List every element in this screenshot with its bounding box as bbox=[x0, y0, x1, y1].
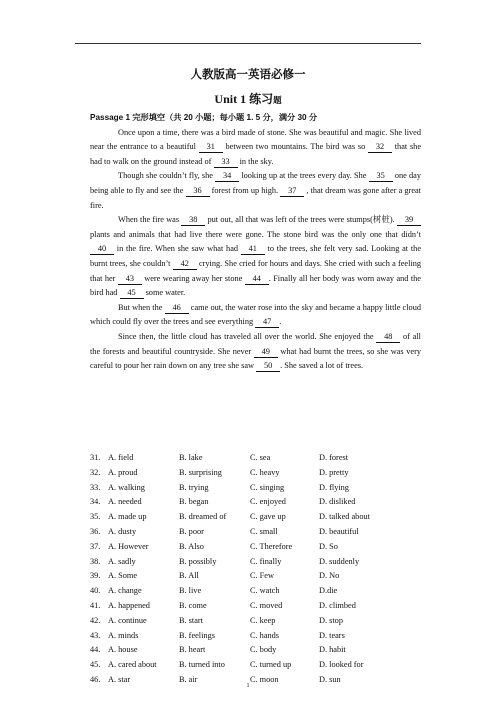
option-d[interactable]: D. talked about bbox=[319, 512, 370, 522]
option-a[interactable]: A. However bbox=[108, 541, 149, 551]
option-a[interactable]: A. sadly bbox=[108, 556, 136, 566]
option-row bbox=[90, 527, 421, 542]
answer-blank[interactable]: 47 bbox=[255, 317, 279, 328]
option-c[interactable]: C. turned up bbox=[250, 660, 292, 670]
option-d[interactable]: D. climbed bbox=[319, 600, 356, 610]
answer-blank[interactable]: 40 bbox=[90, 244, 114, 255]
option-c[interactable]: C. heavy bbox=[250, 467, 280, 477]
passage-text: . She saved a lot of trees. bbox=[280, 361, 364, 371]
question-number: 31. bbox=[90, 453, 101, 462]
unit-title-suffix: 题 bbox=[273, 95, 282, 105]
option-d[interactable]: D. pretty bbox=[319, 467, 349, 477]
question-number: 44. bbox=[90, 645, 101, 655]
question-number: 45. bbox=[90, 660, 101, 670]
option-row bbox=[90, 631, 421, 646]
paragraph bbox=[90, 126, 421, 170]
passage-text: in the fire. When she saw what had bbox=[114, 244, 241, 254]
passage-text: crying. She cried for hours and days. She cried with such a feeling that her bbox=[90, 258, 422, 283]
passage-text: put out, all that was left of the trees were stumps(树桩). bbox=[205, 215, 397, 225]
option-c[interactable]: C. Therefore bbox=[250, 541, 293, 551]
answer-blank[interactable]: 38 bbox=[181, 215, 205, 226]
option-c[interactable]: C. watch bbox=[250, 586, 280, 596]
passage-text: When the fire was bbox=[118, 215, 182, 225]
passage-text: Though she couldn’t fly, she bbox=[118, 171, 216, 181]
answer-blank[interactable]: 37 bbox=[280, 186, 304, 197]
passage-text: Once upon a time, there was a bird made of stone. She was beautiful and magic. She lived near the entrance to a beautiful bbox=[90, 127, 421, 152]
passage-text: . Finally all her body was worn away and the bird had bbox=[90, 273, 421, 298]
option-row bbox=[90, 453, 421, 468]
option-a[interactable]: A. cared about bbox=[108, 660, 157, 670]
unit-title bbox=[0, 90, 496, 107]
option-a[interactable]: A. Some bbox=[108, 571, 138, 581]
paragraph bbox=[90, 301, 421, 330]
answer-blank[interactable]: 33 bbox=[214, 157, 238, 168]
option-b[interactable]: B. trying bbox=[179, 482, 209, 492]
option-row bbox=[90, 645, 421, 660]
question-number: 42. bbox=[90, 615, 101, 625]
unit-title-main: Unit 1 练习 bbox=[214, 92, 274, 106]
option-d[interactable]: D. So bbox=[319, 541, 338, 551]
option-d[interactable]: D. tears bbox=[319, 630, 345, 640]
option-d[interactable]: D. looked for bbox=[319, 660, 364, 670]
option-row bbox=[90, 542, 421, 557]
answer-blank[interactable]: 48 bbox=[376, 332, 400, 343]
option-b[interactable]: B. poor bbox=[179, 526, 204, 536]
question-number: 46. bbox=[90, 674, 101, 684]
question-number: 38. bbox=[90, 556, 101, 566]
option-row bbox=[90, 660, 421, 675]
option-d[interactable]: D. disliked bbox=[319, 497, 356, 507]
option-a[interactable]: A. change bbox=[108, 586, 142, 596]
option-c[interactable]: C. moved bbox=[250, 600, 283, 610]
question-number: 34. bbox=[90, 497, 101, 507]
option-b[interactable]: B. start bbox=[179, 615, 203, 625]
passage-text: one day being able to fly and see the bbox=[90, 171, 421, 195]
option-a[interactable]: A. proud bbox=[108, 467, 138, 477]
passage-text: to the trees, she felt very sad. Looking at the burnt trees, she couldn’t bbox=[90, 244, 421, 268]
option-b[interactable]: B. Also bbox=[179, 541, 204, 551]
paragraph bbox=[90, 330, 421, 374]
page-number: 1 bbox=[246, 683, 250, 689]
passage-text: some water. bbox=[143, 288, 186, 298]
option-c[interactable]: C. sea bbox=[250, 453, 271, 462]
option-d[interactable]: D. habit bbox=[319, 645, 346, 655]
answer-blank[interactable]: 35 bbox=[369, 171, 393, 182]
option-c[interactable]: C. Few bbox=[250, 571, 274, 581]
answer-blank[interactable]: 50 bbox=[256, 361, 280, 372]
option-d[interactable]: D. flying bbox=[319, 482, 349, 492]
option-d[interactable]: D. suddenly bbox=[319, 556, 360, 566]
option-a[interactable]: A. walking bbox=[108, 482, 145, 492]
option-a[interactable]: A. needed bbox=[108, 497, 142, 507]
question-number: 33. bbox=[90, 482, 101, 492]
option-c[interactable]: C. body bbox=[250, 645, 277, 655]
option-row bbox=[90, 557, 421, 572]
passage-text: were wearing away her stone bbox=[141, 273, 245, 283]
option-a[interactable]: A. happened bbox=[108, 600, 150, 610]
question-number: 41. bbox=[90, 600, 101, 610]
answer-blank[interactable]: 49 bbox=[254, 347, 278, 358]
option-c[interactable]: C. small bbox=[250, 526, 278, 536]
option-b[interactable]: B. come bbox=[179, 600, 207, 610]
question-number: 43. bbox=[90, 630, 101, 640]
option-c[interactable]: C. moon bbox=[250, 674, 279, 684]
passage-body bbox=[90, 126, 421, 374]
passage-text: . bbox=[279, 317, 282, 327]
options-list bbox=[90, 453, 421, 690]
option-d[interactable]: D.die bbox=[319, 586, 338, 596]
option-b[interactable]: B. turned into bbox=[179, 660, 225, 670]
answer-blank[interactable]: 31 bbox=[199, 142, 223, 153]
answer-blank[interactable]: 42 bbox=[173, 259, 197, 270]
answer-blank[interactable]: 41 bbox=[241, 244, 265, 255]
option-c[interactable]: C. enjoyed bbox=[250, 497, 286, 507]
passage-text: what had burnt the trees, so she was very careful to pour her rain down on any tree she saw bbox=[90, 346, 421, 371]
paragraph bbox=[90, 213, 421, 301]
passage-text: But when the bbox=[118, 302, 165, 312]
option-row bbox=[90, 497, 421, 512]
option-b[interactable]: B. feelings bbox=[179, 630, 215, 640]
option-d[interactable]: D. beautiful bbox=[319, 526, 359, 536]
answer-blank[interactable]: 45 bbox=[120, 288, 144, 299]
option-b[interactable]: B. live bbox=[179, 586, 202, 596]
answer-blank[interactable]: 39 bbox=[397, 215, 421, 226]
document-title: 人教版高一英语必修一 bbox=[190, 69, 306, 81]
option-b[interactable]: B. possibly bbox=[179, 556, 217, 566]
passage-header: Passage 1 完形填空（共 20 小题；每小题 1. 5 分，满分 30 分 bbox=[90, 113, 318, 122]
option-b[interactable]: B. began bbox=[179, 497, 209, 507]
option-a[interactable]: A. dusty bbox=[108, 526, 137, 536]
passage-text: between two mountains. The bird was so bbox=[222, 142, 368, 152]
option-a[interactable]: A. star bbox=[108, 674, 131, 684]
passage-text: that she had to walk on the ground instead of bbox=[90, 142, 422, 166]
option-row bbox=[90, 512, 421, 527]
option-row bbox=[90, 483, 421, 498]
option-a[interactable]: A. continue bbox=[108, 615, 147, 625]
option-a[interactable]: A. house bbox=[108, 645, 138, 655]
question-number: 35. bbox=[90, 512, 101, 522]
option-row bbox=[90, 601, 421, 616]
passage-text: plants and animals that had live there were gone. The stone bird was the only one that didn’t bbox=[90, 229, 421, 239]
option-b[interactable]: B. lake bbox=[179, 453, 203, 462]
question-number: 37. bbox=[90, 541, 101, 551]
paragraph bbox=[90, 169, 421, 213]
option-d[interactable]: D. No bbox=[319, 571, 340, 581]
option-c[interactable]: C. hands bbox=[250, 630, 280, 640]
passage-text: came out, the water rose into the sky and became a happy little cloud which could fly over the trees and see everything bbox=[90, 302, 421, 327]
option-d[interactable]: D. sun bbox=[319, 674, 341, 684]
answer-blank[interactable]: 32 bbox=[368, 142, 392, 153]
option-row bbox=[90, 616, 421, 631]
passage-text: in the sky. bbox=[237, 156, 274, 166]
option-row bbox=[90, 586, 421, 601]
option-a[interactable]: A. field bbox=[108, 453, 134, 462]
passage-text: , that dream was gone after a great fire. bbox=[90, 185, 421, 210]
option-c[interactable]: C. finally bbox=[250, 556, 282, 566]
header-rule bbox=[75, 43, 421, 44]
question-number: 32. bbox=[90, 467, 101, 477]
option-b[interactable]: B. heart bbox=[179, 645, 206, 655]
option-c[interactable]: C. keep bbox=[250, 615, 276, 625]
option-d[interactable]: D. forest bbox=[319, 453, 349, 462]
option-b[interactable]: B. air bbox=[179, 674, 198, 684]
passage bbox=[90, 111, 421, 374]
answer-blank[interactable]: 43 bbox=[118, 274, 142, 285]
question-number: 39. bbox=[90, 571, 101, 581]
passage-text: forest from up high. bbox=[209, 185, 281, 195]
answer-blank[interactable]: 44 bbox=[245, 274, 269, 285]
answer-blank[interactable]: 34 bbox=[215, 171, 239, 182]
answer-blank[interactable]: 36 bbox=[186, 186, 210, 197]
option-row bbox=[90, 468, 421, 483]
option-c[interactable]: C. singing bbox=[250, 482, 285, 492]
option-c[interactable]: C. gave up bbox=[250, 512, 286, 522]
passage-text: of all the forests and beautiful countryside. She never bbox=[90, 331, 421, 356]
passage-text: Since then, the little cloud has traveled all over the world. She enjoyed the bbox=[118, 331, 377, 341]
option-d[interactable]: D. stop bbox=[319, 615, 343, 625]
option-b[interactable]: B. surprising bbox=[179, 467, 222, 477]
passage-text: looking up at the trees every day. She bbox=[239, 171, 369, 181]
option-b[interactable]: B. All bbox=[179, 571, 199, 581]
answer-blank[interactable]: 46 bbox=[165, 303, 189, 314]
option-row bbox=[90, 571, 421, 586]
option-a[interactable]: A. minds bbox=[108, 630, 139, 640]
question-number: 36. bbox=[90, 526, 101, 536]
option-b[interactable]: B. dreamed of bbox=[179, 512, 227, 522]
question-number: 40. bbox=[90, 586, 101, 596]
option-a[interactable]: A. made up bbox=[108, 512, 147, 522]
